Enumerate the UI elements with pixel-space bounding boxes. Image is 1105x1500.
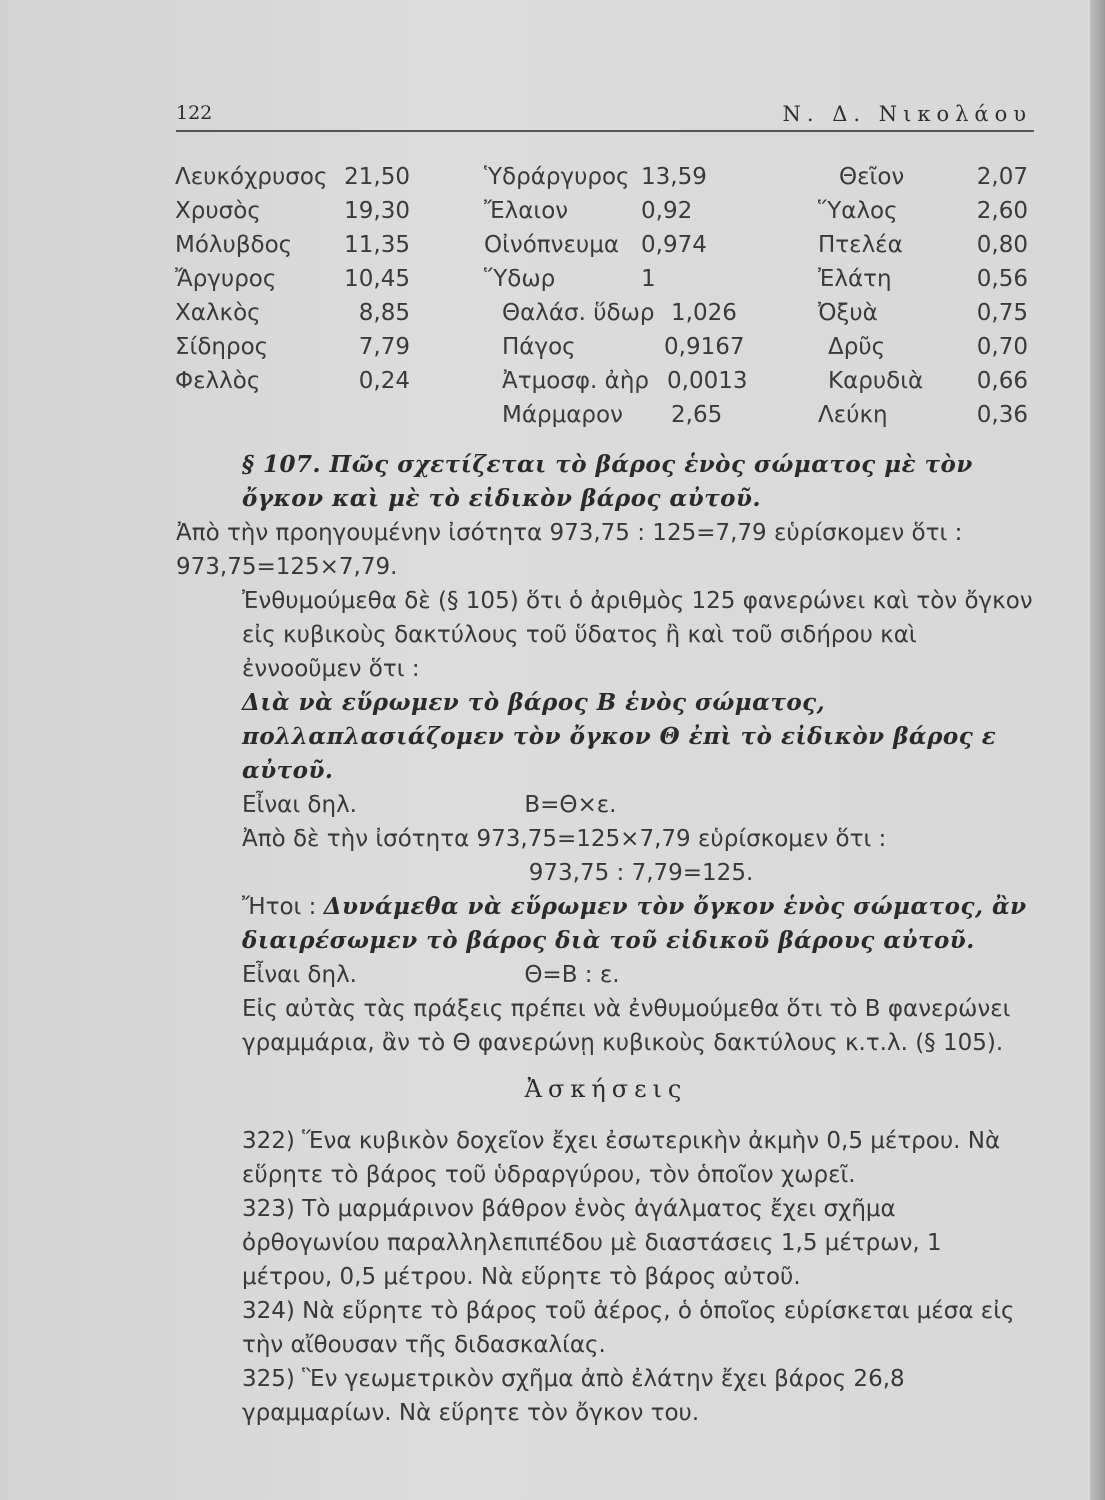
material-value: 0,36 xyxy=(976,402,1028,428)
exercise-item: 322) Ἕνα κυβικὸν δοχεῖον ἔχει ἐσωτερικὴν ἀκμὴν 0,5 μέτρου. Νὰ εὕρητε τὸ βάρος τοῦ ὑδραργύρου, τὸν ὁποῖον χωρεῖ. xyxy=(242,1128,1001,1188)
table-row xyxy=(818,228,1028,262)
exercise-item: 323) Τὸ μαρμάρινον βάθρον ἑνὸς ἀγάλματος ἔχει σχῆμα ὀρθογωνίου παραλληλεπιπέδου μὲ διαστάσεις 1,5 μέτρων, 1 μέτρου, 0,5 μέτρου. Νὰ εὕρητε τὸ βάρος αὐτοῦ. xyxy=(242,1196,942,1290)
table-row xyxy=(175,228,425,262)
material-name: Ἔλαιον xyxy=(484,198,569,224)
material-name: Καρυδιὰ xyxy=(828,368,924,394)
table-row xyxy=(175,330,425,364)
material-value: 0,24 xyxy=(358,368,410,394)
density-table-column-3 xyxy=(818,160,1028,432)
material-value: 0,75 xyxy=(976,300,1028,326)
exercise-item: 324) Νὰ εὕρητε τὸ βάρος τοῦ ἀέρος, ὁ ὁποῖος εὑρίσκεται μέσα εἰς τὴν αἴθουσαν τῆς διδασκαλίας. xyxy=(242,1298,1015,1358)
material-name: Λευκόχρυσος xyxy=(175,164,328,190)
material-name: Πτελέα xyxy=(818,232,903,258)
table-row xyxy=(484,228,784,262)
equation-label: Εἶναι δηλ. xyxy=(242,792,357,818)
table-row xyxy=(484,330,784,364)
density-table-column-1 xyxy=(175,160,425,398)
material-value: 0,92 xyxy=(641,198,693,224)
material-value: 10,45 xyxy=(344,266,410,292)
equation: Β=Θ×ε. xyxy=(524,792,617,818)
paragraph: Ἀπὸ δὲ τὴν ἰσότητα 973,75=125×7,79 εὑρίσκομεν ὅτι : xyxy=(242,826,887,852)
equation: 973,75 : 7,79=125. xyxy=(528,860,754,886)
material-name: Οἰνόπνευμα xyxy=(484,232,620,258)
table-row xyxy=(484,296,784,330)
equation: Θ=Β : ε. xyxy=(524,962,620,988)
material-value: 0,974 xyxy=(641,232,707,258)
running-header xyxy=(176,100,1034,132)
material-value: 0,0013 xyxy=(667,368,748,394)
table-row xyxy=(818,398,1028,432)
material-value: 13,59 xyxy=(641,164,707,190)
equation-line xyxy=(176,788,1036,822)
table-row xyxy=(818,364,1028,398)
material-value: 7,79 xyxy=(358,334,410,360)
rule-lead: Ἤτοι : xyxy=(242,894,317,920)
material-name: Ἀτμοσφ. ἀὴρ xyxy=(502,368,649,394)
table-row xyxy=(175,194,425,228)
material-name: Σίδηρος xyxy=(175,334,269,360)
equation-line xyxy=(176,958,1036,992)
material-value: 21,50 xyxy=(344,164,410,190)
table-row xyxy=(484,262,784,296)
material-name: Ὕδωρ xyxy=(484,266,556,292)
material-name: Πάγος xyxy=(502,334,576,360)
material-name: Μόλυβδος xyxy=(175,232,293,258)
material-name: Ἐλάτη xyxy=(818,266,892,292)
material-value: 1,026 xyxy=(671,300,737,326)
table-row xyxy=(484,194,784,228)
material-name: Μάρμαρον xyxy=(502,402,623,428)
material-value: 1 xyxy=(641,266,656,292)
main-text xyxy=(176,448,1036,1430)
material-value: 8,85 xyxy=(358,300,410,326)
table-row xyxy=(818,194,1028,228)
material-name: Ὕαλος xyxy=(818,198,898,224)
paragraph: Εἰς αὐτὰς τὰς πράξεις πρέπει νὰ ἐνθυμούμεθα ὅτι τὸ Β φανερώνει γραμμάρια, ἂν τὸ Θ φανερώνῃ κυβικοὺς δακτύλους κ.τ.λ. (§ 105). xyxy=(242,996,1011,1056)
table-row xyxy=(818,262,1028,296)
table-row xyxy=(818,296,1028,330)
material-name: Ἄργυρος xyxy=(175,266,277,292)
material-value: 2,07 xyxy=(976,164,1028,190)
table-row xyxy=(818,160,1028,194)
page-number: 122 xyxy=(176,102,213,124)
page-edge xyxy=(1090,0,1105,1500)
material-name: Θεῖον xyxy=(839,164,905,190)
paragraph: Ἐνθυμούμεθα δὲ (§ 105) ὅτι ὁ ἀριθμὸς 125 φανερώνει καὶ τὸν ὄγκον εἰς κυβικοὺς δακτύλους τοῦ ὕδατος ἢ καὶ τοῦ σιδήρου καὶ ἐννοοῦμεν ὅτι : xyxy=(242,588,1033,682)
material-name: Ὑδράργυρος xyxy=(484,164,630,190)
exercises-title: Ἀσκήσεις xyxy=(524,1075,688,1103)
material-name: Χρυσὸς xyxy=(175,198,261,224)
rule-text: Δυνάμεθα νὰ εὕρωμεν τὸν ὄγκον ἑνὸς σώματος, ἂν διαιρέσωμεν τὸ βάρος διὰ τοῦ εἰδικοῦ βάρους αὐτοῦ. xyxy=(242,893,1027,954)
material-value: 11,35 xyxy=(344,232,410,258)
material-name: Λεύκη xyxy=(818,402,888,428)
table-row xyxy=(175,262,425,296)
table-row xyxy=(484,364,784,398)
material-name: Χαλκὸς xyxy=(175,300,261,326)
section-heading: § 107. Πῶς σχετίζεται τὸ βάρος ἑνὸς σώματος μὲ τὸν ὄγκον καὶ μὲ τὸ εἰδικὸν βάρος αὐτοῦ. xyxy=(242,451,973,512)
material-name: Δρῦς xyxy=(828,334,886,360)
table-row xyxy=(818,330,1028,364)
material-value: 19,30 xyxy=(344,198,410,224)
exercise-item: 325) Ἓν γεωμετρικὸν σχῆμα ἀπὸ ἐλάτην ἔχει βάρος 26,8 γραμμαρίων. Νὰ εὕρητε τὸν ὄγκον του. xyxy=(242,1366,905,1426)
rule-statement xyxy=(176,890,1036,958)
material-name: Θαλάσ. ὕδωρ xyxy=(502,300,655,326)
material-value: 0,56 xyxy=(976,266,1028,292)
table-row xyxy=(484,160,784,194)
density-table-column-2 xyxy=(484,160,784,432)
material-value: 0,70 xyxy=(976,334,1028,360)
table-row xyxy=(484,398,784,432)
table-row xyxy=(175,364,425,398)
material-value: 0,9167 xyxy=(664,334,745,360)
material-value: 0,80 xyxy=(976,232,1028,258)
material-value: 2,60 xyxy=(976,198,1028,224)
table-row xyxy=(175,160,425,194)
material-name: Φελλὸς xyxy=(175,368,261,394)
paragraph: Ἀπὸ τὴν προηγουμένην ἰσότητα 973,75 : 125=7,79 εὑρίσκομεν ὅτι : 973,75=125×7,79. xyxy=(176,520,963,580)
material-value: 0,66 xyxy=(976,368,1028,394)
material-value: 2,65 xyxy=(671,402,723,428)
equation-label: Εἶναι δηλ. xyxy=(242,962,357,988)
material-name: Ὀξυὰ xyxy=(818,300,878,326)
table-row xyxy=(175,296,425,330)
author-name: Ν. Δ. Νικολάου xyxy=(782,102,1032,126)
rule-statement: Διὰ νὰ εὕρωμεν τὸ βάρος Β ἑνὸς σώματος, πολλαπλασιάζομεν τὸν ὄγκον Θ ἐπὶ τὸ εἰδικὸν βάρος ε αὐτοῦ. xyxy=(242,689,997,784)
